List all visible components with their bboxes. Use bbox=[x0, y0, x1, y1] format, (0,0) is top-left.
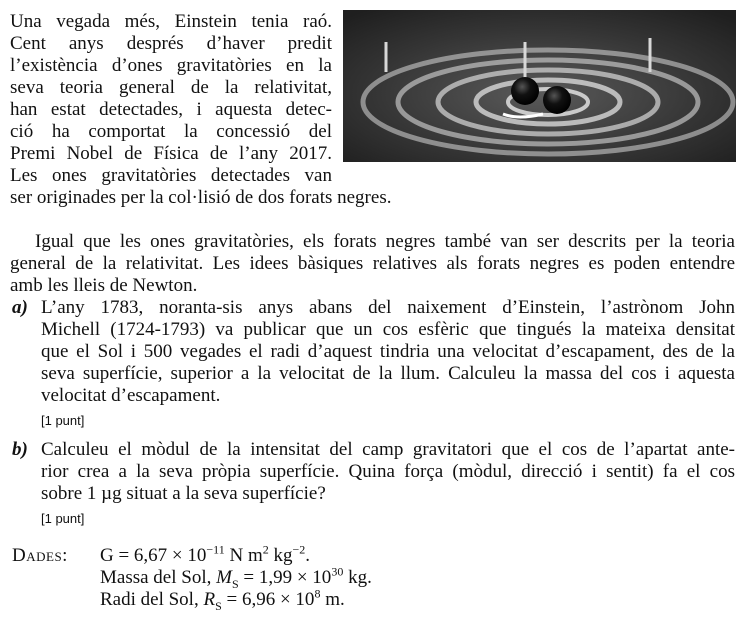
sun-radius bbox=[100, 586, 345, 613]
radius-value: = 6,96 × 10 bbox=[221, 589, 315, 610]
question-b-label: b) bbox=[12, 439, 28, 460]
paragraph-line: general de la relativitat. Les idees bàsiques relatives als forats negres es poden entendre bbox=[10, 253, 735, 274]
question-a-line: que el Sol i 500 vegades el radi d’aquest tindria una velocitat d’escapament, des de la bbox=[41, 341, 735, 362]
radius-symbol: R bbox=[203, 589, 216, 610]
question-b-points: [1 punt] bbox=[41, 511, 85, 526]
black-hole-2 bbox=[543, 86, 571, 114]
intro-line: han estat detectades, i aquesta detec- bbox=[10, 99, 332, 120]
question-a-line: L’any 1783, noranta-sis anys abans del naixement d’Einstein, l’astrònom John bbox=[41, 297, 735, 318]
data-label: Dades: bbox=[12, 545, 68, 566]
intro-line: seva teoria general de la relativitat, bbox=[10, 77, 332, 98]
radius-unit: m. bbox=[320, 589, 345, 610]
g-units-kg: kg bbox=[268, 545, 293, 566]
g-units-kg-exp: −2 bbox=[292, 542, 306, 557]
intro-line: Una vegada més, Einstein tenia raó. bbox=[10, 11, 332, 32]
question-a-line: velocitat d’escapament. bbox=[41, 385, 221, 406]
question-a-line: Michell (1724-1793) va publicar que un cos esfèric que tingués la mateixa densitat bbox=[41, 319, 735, 340]
g-exponent: −11 bbox=[206, 542, 225, 557]
intro-line: Cent anys després d’haver predit bbox=[10, 33, 332, 54]
g-value: G = 6,67 × 10 bbox=[100, 545, 207, 566]
question-a-points: [1 punt] bbox=[41, 413, 85, 428]
paragraph-line: Igual que les ones gravitatòries, els forats negres també van ser descrits per la teoria bbox=[35, 231, 735, 252]
g-units-exp: 2 bbox=[262, 542, 269, 557]
mass-unit: kg. bbox=[343, 567, 372, 588]
intro-line: ser originades per la col·lisió de dos forats negres. bbox=[10, 187, 392, 208]
radius-subscript: S bbox=[215, 598, 222, 613]
question-a-line: seva superfície, superior a la velocitat de la llum. Calculeu la massa del cos i aquesta bbox=[41, 363, 735, 384]
g-units: N m bbox=[224, 545, 263, 566]
question-b-line: sobre 1 µg situat a la seva superfície? bbox=[41, 483, 326, 504]
mass-symbol: M bbox=[216, 567, 232, 588]
g-end: . bbox=[305, 545, 311, 566]
question-a-label: a) bbox=[12, 297, 28, 318]
question-b-line: Calculeu el mòdul de la intensitat del camp gravitatori que el cos de l’apartat ante- bbox=[41, 439, 735, 460]
radius-exponent: 8 bbox=[314, 586, 321, 601]
mass-value: = 1,99 × 10 bbox=[238, 567, 332, 588]
intro-line: Premi Nobel de Física de l’any 2017. bbox=[10, 143, 332, 164]
sun-mass bbox=[100, 564, 372, 591]
intro-line: Les ones gravitatòries detectades van bbox=[10, 165, 332, 186]
question-b-line: rior crea a la seva pròpia superfície. Quina força (mòdul, direcció i sentit) fa el cos bbox=[41, 461, 735, 482]
mass-subscript: S bbox=[231, 576, 239, 591]
gravitational-constant bbox=[100, 542, 311, 567]
black-hole-illustration bbox=[343, 10, 736, 162]
intro-line: l’existència d’ones gravitatòries en la bbox=[10, 55, 332, 76]
intro-line: ció ha comportat la concessió del bbox=[10, 121, 332, 142]
mass-prefix: Massa del Sol, bbox=[100, 567, 217, 588]
mass-exponent: 30 bbox=[331, 564, 344, 579]
paragraph-line: amb les lleis de Newton. bbox=[10, 275, 198, 296]
radius-prefix: Radi del Sol, bbox=[100, 589, 204, 610]
black-hole-1 bbox=[511, 77, 539, 105]
